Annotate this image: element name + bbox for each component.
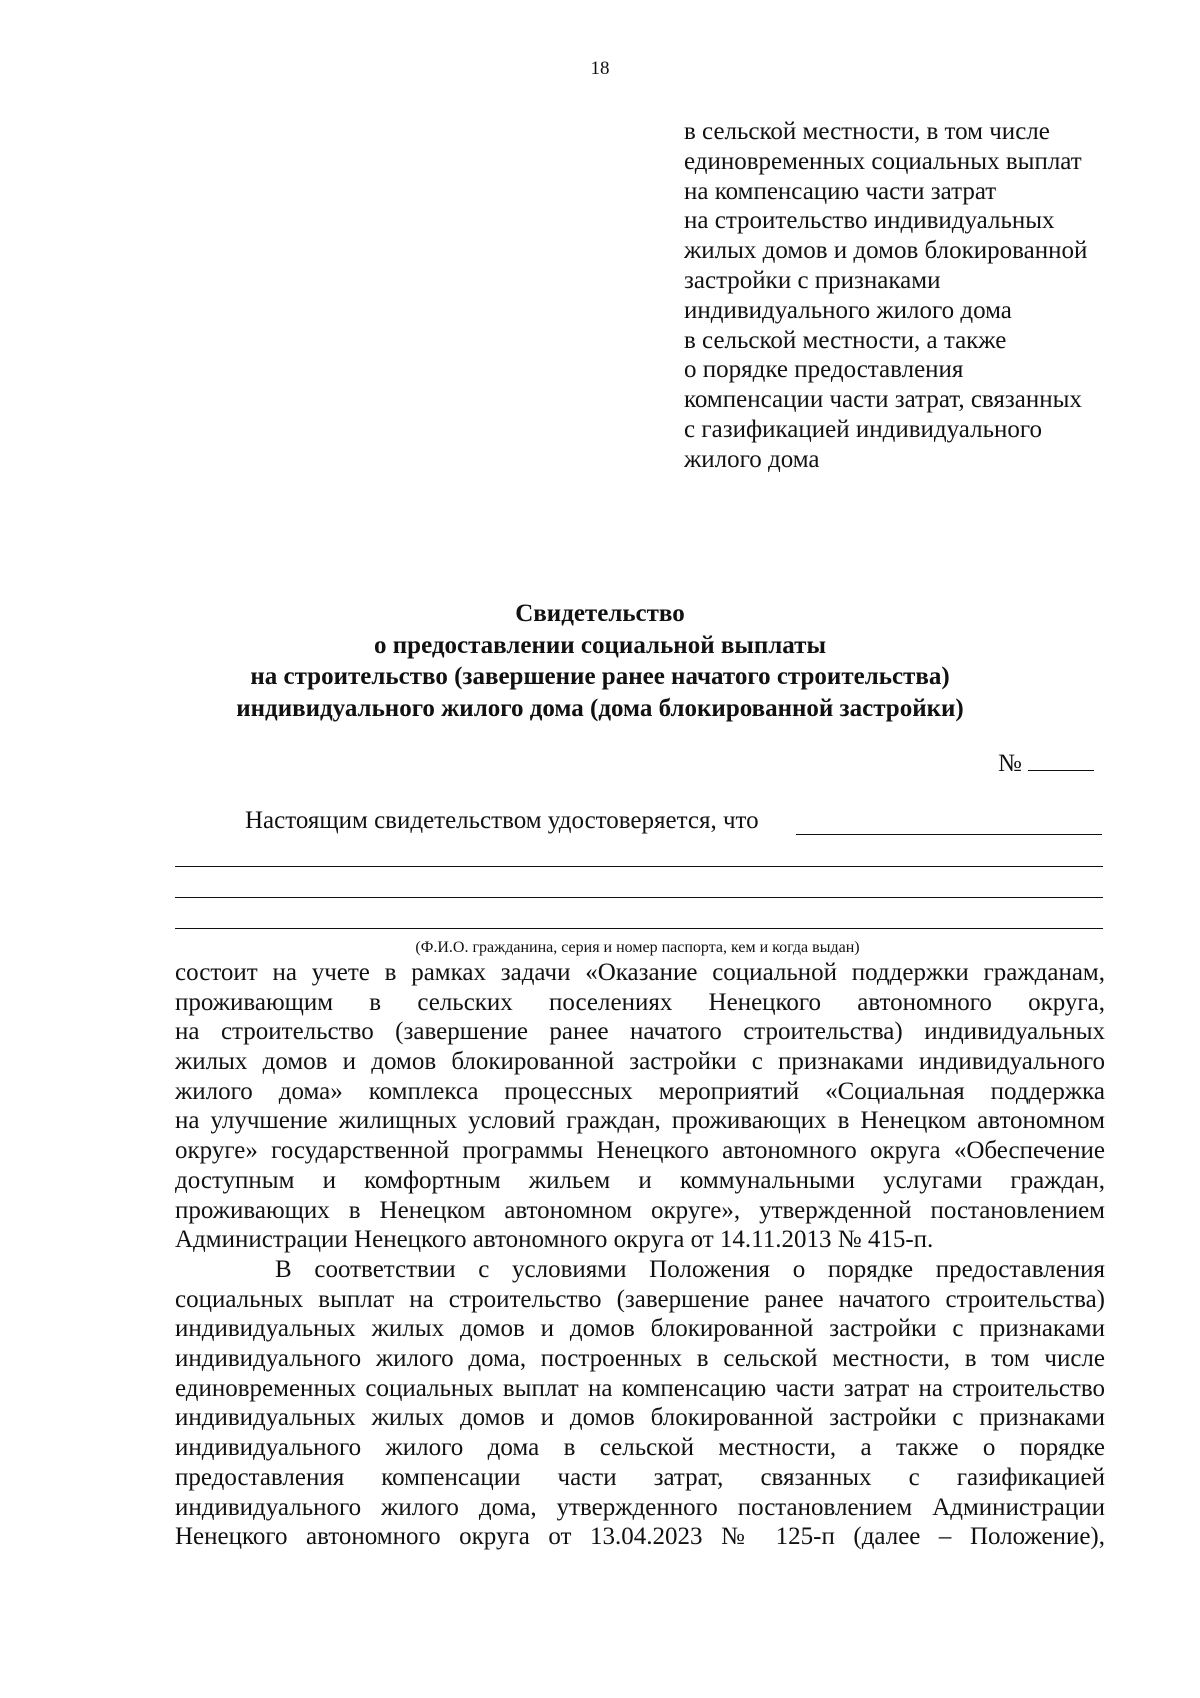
paragraph-line: Ненецкого автономного округа от 13.04.2023 № 125-п (далее – Положение), [175, 1523, 1105, 1551]
field-caption: (Ф.И.О. гражданина, серия и номер паспорта, кем и когда выдан) [415, 939, 860, 956]
paragraph-2 [175, 1255, 1105, 1552]
header-line: на строительство индивидуальных [684, 207, 1055, 235]
blank-line [175, 866, 1103, 867]
paragraph-line: Администрации Ненецкого автономного округа от 14.11.2013 № 415-п. [175, 1226, 934, 1254]
paragraph-1 [175, 958, 1105, 1255]
paragraph-line: жилого дома» комплекса процессных мероприятий «Социальная поддержка [175, 1077, 1105, 1105]
header-line: в сельской местности, а также [684, 326, 1007, 354]
paragraph-line: жилых домов и домов блокированной застройки с признаками индивидуального [175, 1048, 1105, 1076]
paragraph-line: индивидуального жилого дома, утвержденного постановлением Администрации [175, 1493, 1105, 1521]
paragraph-line: проживающих в Ненецком автономном округе», утвержденной постановлением [175, 1196, 1105, 1224]
paragraph-line: проживающим в сельских поселениях Ненецкого автономного округа, [175, 988, 1105, 1016]
number-blank [1028, 748, 1094, 771]
header-line: единовременных социальных выплат [684, 147, 1082, 175]
blank-line [175, 897, 1103, 898]
title-line: индивидуального жилого дома (дома блокированной застройки) [236, 694, 964, 722]
header-line: в сельской местности, в том числе [684, 118, 1050, 145]
paragraph-line: индивидуального жилого дома в сельской местности, а также о порядке [175, 1434, 1105, 1462]
certify-statement: Настоящим свидетельством удостоверяется, что [245, 807, 759, 834]
paragraph-line: В соответствии с условиями Положения о порядке предоставления [275, 1256, 1105, 1283]
header-line: жилых домов и домов блокированной [684, 237, 1088, 265]
paragraph-line: индивидуальных жилых домов и домов блокированной застройки с признаками [175, 1404, 1105, 1432]
paragraph-line: на строительство (завершение ранее начатого строительства) индивидуальных [175, 1018, 1105, 1046]
blank-line [175, 928, 1103, 929]
paragraph-line: предоставления компенсации части затрат, связанных с газификацией [175, 1463, 1105, 1491]
paragraph-line: единовременных социальных выплат на компенсацию части затрат на строительство [175, 1374, 1105, 1402]
header-line: индивидуального жилого дома [684, 296, 1012, 324]
certify-blank [796, 834, 1102, 835]
title-line: Свидетельство [515, 600, 685, 627]
header-line: о порядке предоставления [684, 356, 964, 384]
appendix-header [684, 117, 1124, 475]
paragraph-line: индивидуального жилого дома, построенных в сельской местности, в том числе [175, 1345, 1105, 1373]
number-label: № [998, 750, 1022, 777]
header-line: компенсации части затрат, связанных [684, 386, 1082, 414]
document-title [0, 598, 1200, 724]
header-line: застройки с признаками [684, 266, 941, 294]
header-line: на компенсацию части затрат [684, 177, 997, 205]
header-line: жилого дома [684, 445, 820, 473]
paragraph-line: социальных выплат на строительство (завершение ранее начатого строительства) [175, 1285, 1105, 1313]
header-line: с газификацией индивидуального [684, 415, 1043, 443]
paragraph-line: состоит на учете в рамках задачи «Оказание социальной поддержки гражданам, [175, 959, 1105, 986]
title-line: о предоставлении социальной выплаты [374, 631, 826, 659]
paragraph-line: индивидуальных жилых домов и домов блокированной застройки с признаками [175, 1315, 1105, 1343]
paragraph-line: округе» государственной программы Ненецкого автономного округа «Обеспечение [175, 1137, 1105, 1165]
paragraph-line: доступным и комфортным жильем и коммунальными услугами граждан, [175, 1166, 1105, 1194]
title-line: на строительство (завершение ранее начатого строительства) [250, 663, 950, 690]
page-number: 18 [590, 58, 610, 79]
certificate-number [998, 748, 1094, 778]
paragraph-line: на улучшение жилищных условий граждан, проживающих в Ненецком автономном [175, 1107, 1105, 1135]
